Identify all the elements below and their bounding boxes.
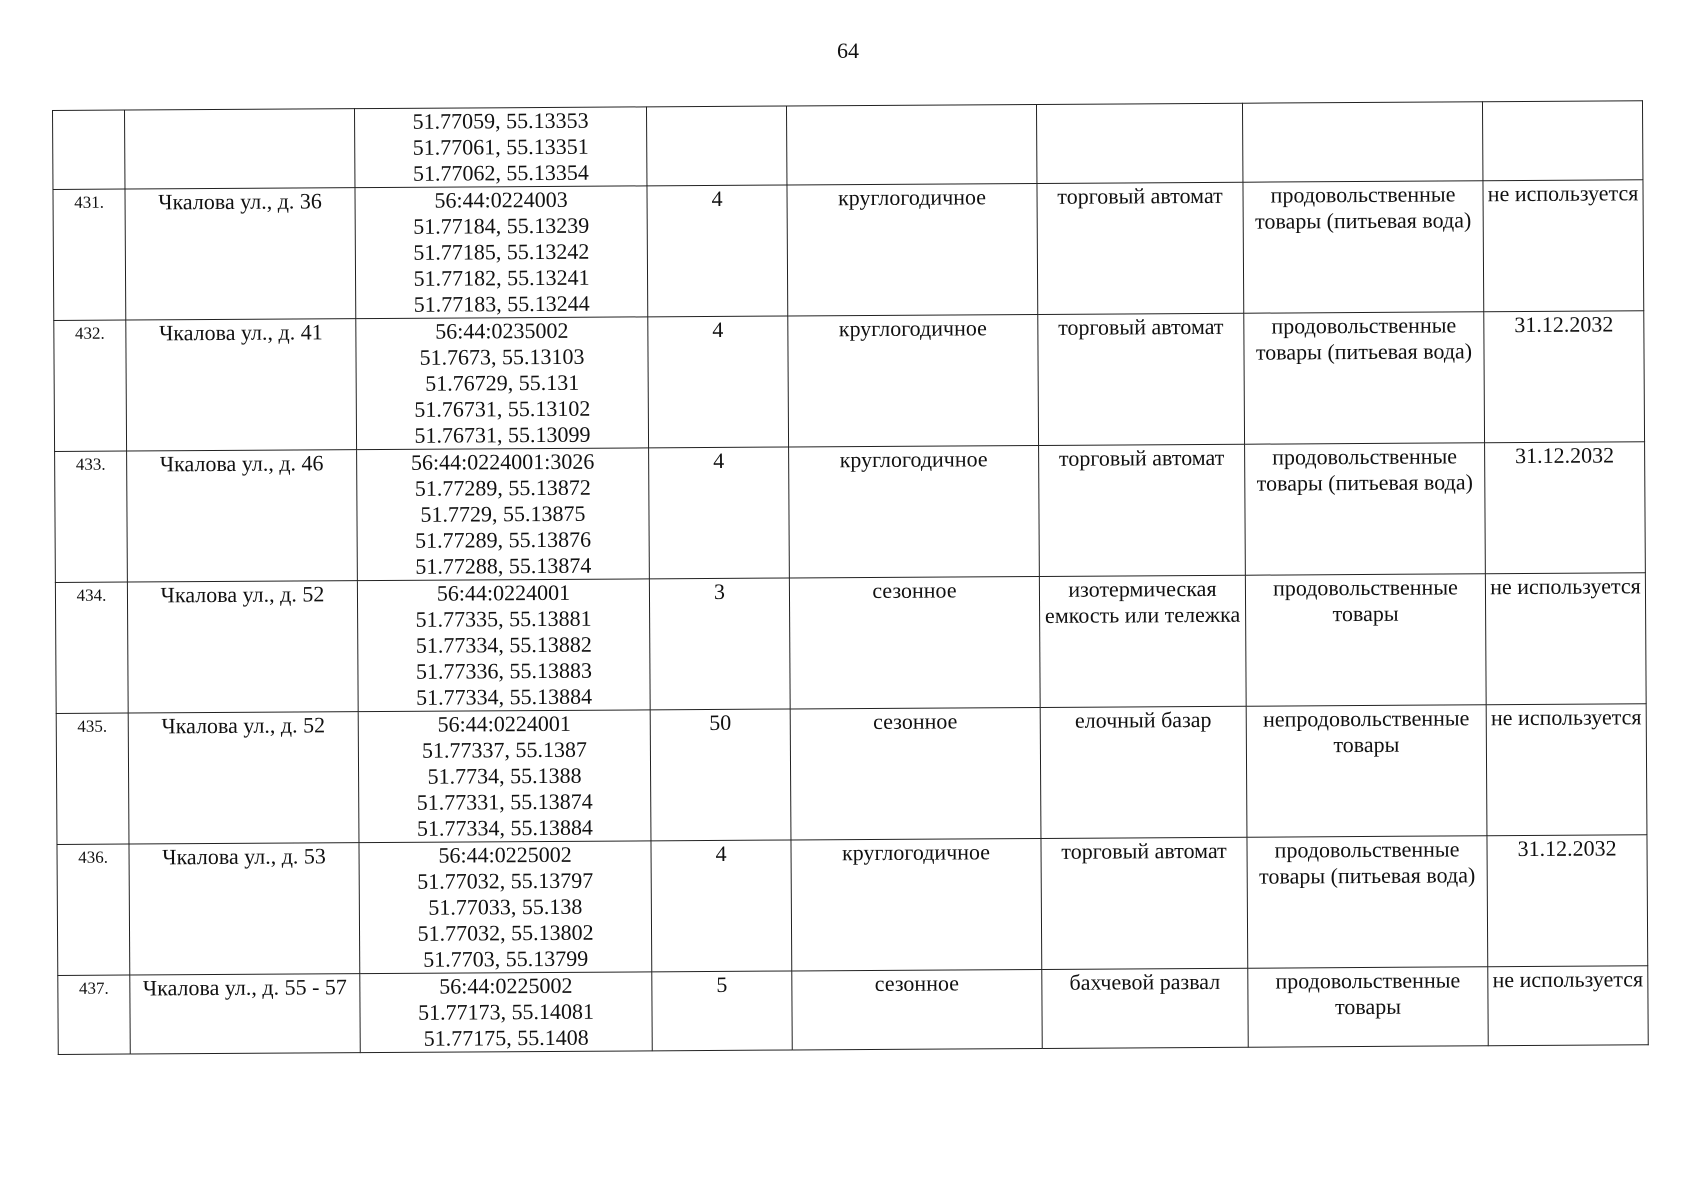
object-type-cell: торговый автомат [1041,837,1248,969]
placement-table [52,100,1649,1055]
coordinate-line: 51.77334, 55.13882 [415,631,592,658]
row-number: 431. [53,189,126,320]
object-type-cell: елочный базар [1040,706,1247,838]
address-cell [125,109,355,189]
period-cell: круглогодичное [791,838,1042,971]
period-cell: сезонное [789,576,1040,709]
goods-cell: продовольственные товары (питьевая вода) [1244,312,1485,444]
coordinate-line: 51.77334, 55.13884 [416,683,593,710]
coordinates-cell [358,710,651,843]
coordinate-line: 56:44:0224001 [436,579,571,606]
term-cell: 31.12.2032 [1485,442,1646,574]
term-cell: 31.12.2032 [1487,835,1648,967]
coordinate-line: 51.77184, 55.13239 [413,212,590,239]
coordinate-line: 51.7734, 55.1388 [427,762,582,789]
coordinate-line: 56:44:0225002 [438,841,572,868]
coordinate-line: 51.77183, 55.13244 [413,290,590,317]
term-cell: не используется [1488,966,1648,1046]
area-cell [646,106,786,186]
address-cell: Чкалова ул., д. 46 [127,450,358,582]
area-cell: 4 [651,840,792,972]
table-row [55,442,1646,583]
table-row [56,704,1647,845]
area-cell: 4 [648,316,789,448]
coordinate-line: 51.76731, 55.13102 [414,395,591,422]
object-type-cell [1036,103,1242,183]
period-cell: круглогодичное [789,445,1040,578]
coordinate-line: 56:44:0224001 [437,710,571,737]
object-type-cell: торговый автомат [1039,444,1246,576]
coordinate-line: 51.77289, 55.13872 [414,474,591,501]
term-cell [1482,101,1642,181]
coordinate-line: 51.77175, 55.1408 [423,1024,589,1051]
coordinate-line: 51.77032, 55.13797 [417,867,594,894]
coordinate-line: 51.76729, 55.131 [425,369,580,396]
coordinate-line: 51.77062, 55.13354 [412,159,589,186]
area-cell: 50 [650,709,791,841]
coordinate-line: 51.76731, 55.13099 [414,421,591,448]
address-cell: Чкалова ул., д. 52 [128,712,359,844]
term-cell: не используется [1483,180,1644,312]
row-number: 434. [55,582,128,713]
term-cell: не используется [1486,704,1647,836]
row-number [53,110,125,189]
coordinate-line: 51.77059, 55.13353 [412,107,589,134]
goods-cell: непродовольственные товары [1246,705,1487,837]
area-cell: 5 [652,971,792,1051]
object-type-cell: бахчевой развал [1042,968,1248,1048]
address-cell: Чкалова ул., д. 55 - 57 [130,974,360,1054]
row-number: 433. [55,451,128,582]
coordinates-cell [356,317,649,450]
address-cell: Чкалова ул., д. 36 [125,188,356,320]
area-cell: 3 [649,578,790,710]
period-cell [786,104,1036,185]
coordinate-line: 56:44:0224001:3026 [410,448,595,475]
goods-cell [1242,102,1482,182]
coordinate-line: 51.77288, 55.13874 [415,552,592,579]
coordinate-line: 56:44:0235002 [435,317,569,344]
coordinate-line: 51.77182, 55.13241 [413,264,590,291]
page-number: 64 [837,38,859,63]
coordinates-cell [360,972,652,1053]
coordinates-cell [357,579,650,712]
coordinate-line: 51.77334, 55.13884 [416,814,593,841]
term-cell: не используется [1485,573,1646,705]
period-cell: круглогодичное [788,314,1039,447]
area-cell: 4 [647,185,788,317]
address-cell: Чкалова ул., д. 53 [129,843,360,975]
coordinate-line: 51.77336, 55.13883 [415,657,593,684]
coordinate-line: 56:44:0224003 [434,186,568,213]
coordinates-cell [359,841,652,974]
period-cell: сезонное [792,969,1042,1050]
table-row [53,180,1644,321]
object-type-cell: изотермическая емкость или тележка [1039,575,1246,707]
coordinate-line: 51.77331, 55.13874 [416,788,593,815]
address-cell: Чкалова ул., д. 52 [127,581,358,713]
row-number: 432. [54,320,127,451]
goods-cell: продовольственные товары [1245,574,1486,706]
goods-cell: продовольственные товары (питьевая вода) [1243,181,1484,313]
coordinates-cell [354,107,646,188]
coordinate-line: 51.77033, 55.138 [428,893,583,920]
coordinate-line: 51.7729, 55.13875 [420,500,586,527]
term-cell: 31.12.2032 [1484,311,1645,443]
area-cell: 4 [649,447,790,579]
table-row [53,101,1643,190]
coordinate-line: 51.7703, 55.13799 [423,945,589,972]
goods-cell: продовольственные товары (питьевая вода) [1247,836,1488,968]
row-number: 436. [57,844,130,975]
coordinate-line: 51.77335, 55.13881 [415,605,592,632]
coordinate-line: 51.77289, 55.13876 [415,526,592,553]
coordinate-line: 51.77061, 55.13351 [412,133,589,160]
table-row [54,311,1645,452]
coordinate-line: 56:44:0225002 [439,972,573,999]
coordinate-line: 51.77032, 55.13802 [417,919,594,946]
address-cell: Чкалова ул., д. 41 [126,319,357,451]
object-type-cell: торговый автомат [1037,182,1244,314]
table-row [58,966,1648,1055]
period-cell: сезонное [790,707,1041,840]
table-row [57,835,1648,976]
goods-cell: продовольственные товары [1248,967,1488,1047]
row-number: 437. [58,975,130,1054]
row-number: 435. [56,713,129,844]
goods-cell: продовольственные товары (питьевая вода) [1245,443,1486,575]
table-body [53,101,1649,1055]
coordinate-line: 51.7673, 55.13103 [419,343,585,370]
coordinate-line: 51.77185, 55.13242 [413,238,590,265]
coordinates-cell [357,448,650,581]
coordinate-line: 51.77173, 55.14081 [417,998,595,1025]
coordinates-cell [355,186,648,319]
coordinate-line: 51.77337, 55.1387 [421,736,587,763]
table-row [55,573,1646,714]
period-cell: круглогодичное [787,183,1038,316]
object-type-cell: торговый автомат [1038,313,1245,445]
